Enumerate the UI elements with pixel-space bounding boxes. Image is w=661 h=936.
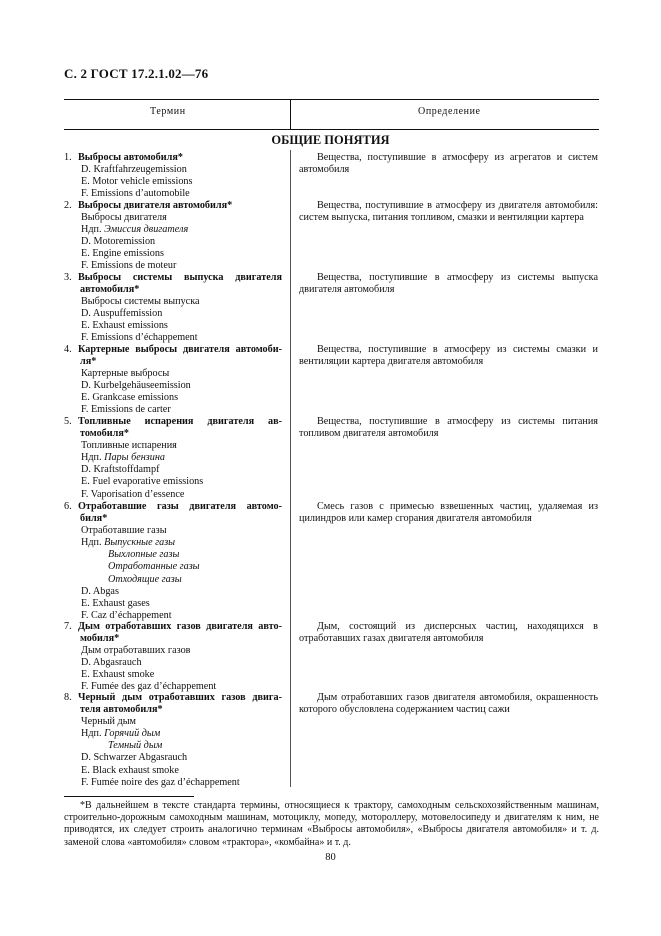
definition-2: Вещества, поступившие в атмосферу из двигателя автомобиля: систем выпуска, питания топливом, смазки и вентиляции картера	[299, 200, 598, 224]
footnote-rule	[64, 796, 194, 797]
definition-6: Смесь газов с примесью взвешенных частиц, удаляемая из цилиндров или камер сгорания двигателя автомобиля	[299, 501, 598, 525]
term-entry-1: 1. Выбросы автомобиля* D. Kraftfahrzeugemission E. Motor vehicle emissions F. Emissions d’automobile	[64, 152, 193, 200]
table-header-rule	[64, 129, 599, 130]
column-header-definition: Определение	[418, 106, 481, 117]
footnote: *В дальнейшем в тексте стандарта термины, относящиеся к трактору, самоходным сельскохозяйственным машинам, строительно-дорожным самоходным машинам, мотоциклу, мопеду, мотороллеру, мотовелосипеду и двигателям к ним, не приводятся, их следует строить аналогично терминам «Выбросы автомобиля», «Выбросы двигателя автомобиля» и т. д. заменой слова «автомобиля» словом «трактора», «комбайна» и т. д.	[64, 800, 599, 848]
section-title: ОБЩИЕ ПОНЯТИЯ	[271, 133, 390, 147]
page-number: 80	[325, 852, 336, 863]
column-divider	[290, 100, 291, 130]
definition-7: Дым, состоящий из дисперсных частиц, находящихся в отработавших газах двигателя автомобиля	[299, 621, 598, 645]
term-entry-3: 3. Выбросы системы выпуска двигателя автомобиля* Выбросы системы выпуска D. Auspuffemission E. Exhaust emissions F. Emissions d’échappement	[64, 272, 282, 344]
definition-4: Вещества, поступившие в атмосферу из системы смазки и вентиляции картера двигателя автомобиля	[299, 344, 598, 368]
term-entry-8: 8. Черный дым отработавших газов двига- теля автомобиля* Черный дым Ндп. Горячий дым Темный дым D. Schwarzer Abgasrauch E. Black exhaust smoke F. Fumée noire des gaz d’échappement	[64, 692, 282, 788]
column-header-term: Термин	[150, 106, 186, 117]
term-entry-6: 6. Отработавшие газы двигателя автомо- биля* Отработавшие газы Ндп. Выпускные газы Выхлопные газы Отработанные газы Отходящие газы D. Abgas E. Exhaust gases F. Caz d’échappement	[64, 501, 282, 621]
term-entry-7: 7. Дым отработавших газов двигателя авто- мобиля* Дым отработавших газов D. Abgasrauch E. Exhaust smoke F. Fumée des gaz d’échappement	[64, 621, 282, 693]
definition-8: Дым отработавших газов двигателя автомобиля, окрашенность которого обусловлена содержанием частиц сажи	[299, 692, 598, 716]
term-entry-5: 5. Топливные испарения двигателя ав- томобиля* Топливные испарения Ндп. Пары бензина D. Kraftstoffdampf E. Fuel evaporative emissions F. Vaporisation d’essence	[64, 416, 282, 500]
term-entry-4: 4. Картерные выбросы двигателя автомоби- ля* Картерные выбросы D. Kurbelgehäuseemission E. Grankcase emissions F. Emissions de carter	[64, 344, 282, 416]
definition-1: Вещества, поступившие в атмосферу из агрегатов и систем автомобиля	[299, 152, 598, 176]
definition-5: Вещества, поступившие в атмосферу из системы питания топливом двигателя автомобиля	[299, 416, 598, 440]
term-entry-2: 2. Выбросы двигателя автомобиля* Выбросы двигателя Ндп. Эмиссия двигателя D. Motoremission E. Engine emissions F. Emissions de moteur	[64, 200, 233, 272]
column-divider-body	[290, 150, 291, 787]
definition-3: Вещества, поступившие в атмосферу из системы выпуска двигателя автомобиля	[299, 272, 598, 296]
page-header: С. 2 ГОСТ 17.2.1.02—76	[64, 66, 209, 81]
table-top-rule	[64, 99, 599, 100]
